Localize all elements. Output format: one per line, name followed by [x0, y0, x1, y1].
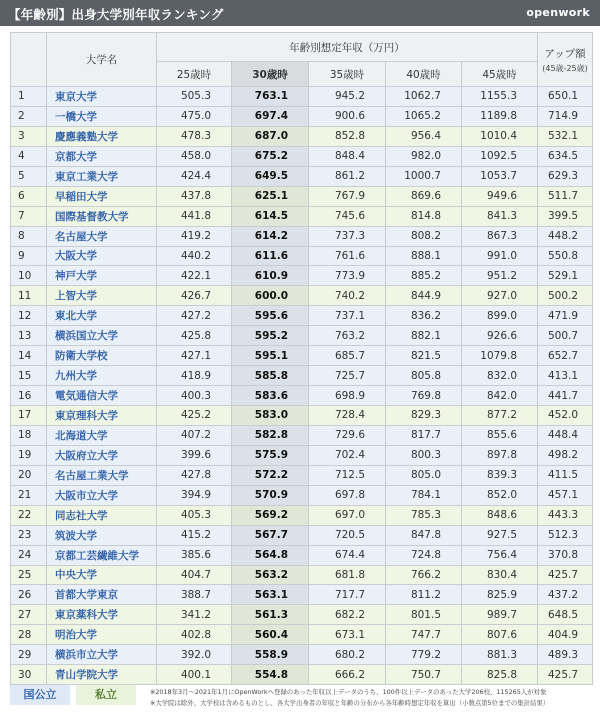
increase-cell: 437.2 — [538, 585, 593, 605]
salary-30-cell: 567.7 — [232, 525, 309, 545]
salary-35-cell: 773.9 — [309, 266, 386, 286]
table-row — [11, 485, 593, 505]
salary-45-cell: 842.0 — [462, 386, 538, 406]
salary-30-cell: 595.1 — [232, 346, 309, 366]
university-cell: 慶應義塾大学 — [47, 126, 157, 146]
salary-40-cell: 779.2 — [386, 645, 462, 665]
salary-35-cell: 717.7 — [309, 585, 386, 605]
footnote-2: ※大学院は除外、大学校は含めるものとし、各大学出身者の年収と年齢の分布から各年齢時想定年収を算出（小数点第5位までの集計結果） — [150, 699, 550, 707]
university-cell: 首都大学東京 — [47, 585, 157, 605]
salary-40-cell: 844.9 — [386, 286, 462, 306]
table-row — [11, 166, 593, 186]
salary-25-cell: 424.4 — [157, 166, 232, 186]
university-cell: 横浜国立大学 — [47, 326, 157, 346]
increase-cell: 399.5 — [538, 206, 593, 226]
increase-cell: 370.8 — [538, 545, 593, 565]
university-cell: 中央大学 — [47, 565, 157, 585]
university-cell: 上智大学 — [47, 286, 157, 306]
salary-45-cell: 867.3 — [462, 226, 538, 246]
salary-35-cell: 728.4 — [309, 406, 386, 426]
salary-35-cell: 848.4 — [309, 146, 386, 166]
salary-45-cell: 991.0 — [462, 246, 538, 266]
salary-35-cell: 681.8 — [309, 565, 386, 585]
salary-40-cell: 785.3 — [386, 505, 462, 525]
salary-25-cell: 427.1 — [157, 346, 232, 366]
rank-cell: 5 — [11, 166, 47, 186]
salary-45-cell: 1079.8 — [462, 346, 538, 366]
salary-40-cell: 766.2 — [386, 565, 462, 585]
increase-cell: 425.7 — [538, 565, 593, 585]
brand-logo: openwork — [526, 6, 590, 19]
salary-30-cell: 649.5 — [232, 166, 309, 186]
rank-cell: 10 — [11, 266, 47, 286]
university-cell: 明治大学 — [47, 625, 157, 645]
salary-35-cell: 680.2 — [309, 645, 386, 665]
rank-cell: 8 — [11, 226, 47, 246]
salary-30-cell: 610.9 — [232, 266, 309, 286]
salary-45-cell: 1092.5 — [462, 146, 538, 166]
increase-header — [538, 33, 593, 87]
salary-30-cell: 561.3 — [232, 605, 309, 625]
rank-cell: 23 — [11, 525, 47, 545]
increase-cell: 648.5 — [538, 605, 593, 625]
salary-45-cell: 825.9 — [462, 585, 538, 605]
salary-25-cell: 415.2 — [157, 525, 232, 545]
increase-header-sub: (45歳-25歳) — [542, 63, 588, 73]
increase-cell: 471.9 — [538, 306, 593, 326]
salary-35-cell: 725.7 — [309, 366, 386, 386]
salary-30-cell: 625.1 — [232, 186, 309, 206]
salary-30-cell: 558.9 — [232, 645, 309, 665]
salary-40-cell: 847.8 — [386, 525, 462, 545]
increase-cell: 500.7 — [538, 326, 593, 346]
age-header-35: 35歳時 — [309, 62, 386, 87]
rank-cell: 17 — [11, 406, 47, 426]
salary-35-cell: 685.7 — [309, 346, 386, 366]
salary-30-cell: 564.8 — [232, 545, 309, 565]
rank-cell: 13 — [11, 326, 47, 346]
salary-30-cell: 763.1 — [232, 87, 309, 107]
university-cell: 東京薬科大学 — [47, 605, 157, 625]
salary-45-cell: 881.3 — [462, 645, 538, 665]
salary-25-cell: 422.1 — [157, 266, 232, 286]
ranking-rows — [11, 87, 593, 685]
rank-cell: 7 — [11, 206, 47, 226]
salary-45-cell: 899.0 — [462, 306, 538, 326]
salary-25-cell: 400.1 — [157, 665, 232, 685]
salary-45-cell: 825.8 — [462, 665, 538, 685]
salary-45-cell: 927.0 — [462, 286, 538, 306]
rank-header — [11, 33, 47, 87]
salary-40-cell: 769.8 — [386, 386, 462, 406]
salary-30-cell: 614.2 — [232, 226, 309, 246]
university-cell: 神戸大学 — [47, 266, 157, 286]
salary-25-cell: 425.2 — [157, 406, 232, 426]
table-row — [11, 445, 593, 465]
salary-40-cell: 801.5 — [386, 605, 462, 625]
salary-35-cell: 945.2 — [309, 87, 386, 107]
table-row — [11, 625, 593, 645]
university-cell: 大阪大学 — [47, 246, 157, 266]
salary-45-cell: 926.6 — [462, 326, 538, 346]
salary-30-cell: 583.6 — [232, 386, 309, 406]
page-title: 【年齢別】出身大学別年収ランキング — [8, 7, 224, 22]
table-row — [11, 545, 593, 565]
salary-35-cell: 697.8 — [309, 485, 386, 505]
salary-45-cell: 927.5 — [462, 525, 538, 545]
rank-cell: 29 — [11, 645, 47, 665]
salary-30-cell: 697.4 — [232, 106, 309, 126]
increase-cell: 452.0 — [538, 406, 593, 426]
university-cell: 青山学院大学 — [47, 665, 157, 685]
university-cell: 東北大学 — [47, 306, 157, 326]
increase-cell: 652.7 — [538, 346, 593, 366]
increase-cell: 404.9 — [538, 625, 593, 645]
salary-30-cell: 560.4 — [232, 625, 309, 645]
salary-25-cell: 440.2 — [157, 246, 232, 266]
rank-cell: 19 — [11, 445, 47, 465]
increase-cell: 441.7 — [538, 386, 593, 406]
university-cell: 同志社大学 — [47, 505, 157, 525]
table-row — [11, 326, 593, 346]
salary-25-cell: 407.2 — [157, 425, 232, 445]
table-row — [11, 406, 593, 426]
rank-cell: 6 — [11, 186, 47, 206]
increase-cell: 512.3 — [538, 525, 593, 545]
salary-35-cell: 740.2 — [309, 286, 386, 306]
rank-cell: 14 — [11, 346, 47, 366]
university-cell: 九州大学 — [47, 366, 157, 386]
salary-25-cell: 402.8 — [157, 625, 232, 645]
university-cell: 名古屋大学 — [47, 226, 157, 246]
salary-35-cell: 673.1 — [309, 625, 386, 645]
salary-45-cell: 756.4 — [462, 545, 538, 565]
salary-40-cell: 885.2 — [386, 266, 462, 286]
table-row — [11, 246, 593, 266]
salary-25-cell: 475.0 — [157, 106, 232, 126]
university-cell: 早稲田大学 — [47, 186, 157, 206]
university-cell: 国際基督教大学 — [47, 206, 157, 226]
salary-45-cell: 1053.7 — [462, 166, 538, 186]
rank-cell: 1 — [11, 87, 47, 107]
increase-cell: 532.1 — [538, 126, 593, 146]
salary-25-cell: 437.8 — [157, 186, 232, 206]
university-cell: 大阪市立大学 — [47, 485, 157, 505]
salary-25-cell: 478.3 — [157, 126, 232, 146]
increase-cell: 500.2 — [538, 286, 593, 306]
rank-cell: 20 — [11, 465, 47, 485]
increase-cell: 457.1 — [538, 485, 593, 505]
salary-25-cell: 418.9 — [157, 366, 232, 386]
salary-45-cell: 877.2 — [462, 406, 538, 426]
table-row — [11, 87, 593, 107]
rank-cell: 30 — [11, 665, 47, 685]
rank-cell: 28 — [11, 625, 47, 645]
salary-45-cell: 852.0 — [462, 485, 538, 505]
salary-30-cell: 611.6 — [232, 246, 309, 266]
salary-40-cell: 956.4 — [386, 126, 462, 146]
legend-national: 国公立 — [10, 685, 70, 705]
university-cell: 名古屋工業大学 — [47, 465, 157, 485]
increase-cell: 448.4 — [538, 425, 593, 445]
table-row — [11, 226, 593, 246]
university-cell: 電気通信大学 — [47, 386, 157, 406]
increase-cell: 650.1 — [538, 87, 593, 107]
rank-cell: 22 — [11, 505, 47, 525]
salary-35-cell: 674.4 — [309, 545, 386, 565]
salary-40-cell: 724.8 — [386, 545, 462, 565]
rank-cell: 18 — [11, 425, 47, 445]
university-cell: 筑波大学 — [47, 525, 157, 545]
university-cell: 京都大学 — [47, 146, 157, 166]
salary-45-cell: 848.6 — [462, 505, 538, 525]
salary-35-cell: 729.6 — [309, 425, 386, 445]
salary-30-cell: 570.9 — [232, 485, 309, 505]
increase-cell: 425.7 — [538, 665, 593, 685]
rank-cell: 16 — [11, 386, 47, 406]
increase-cell: 529.1 — [538, 266, 593, 286]
salary-45-cell: 832.0 — [462, 366, 538, 386]
salary-25-cell: 404.7 — [157, 565, 232, 585]
salary-35-cell: 682.2 — [309, 605, 386, 625]
salary-45-cell: 1155.3 — [462, 87, 538, 107]
salary-35-cell: 712.5 — [309, 465, 386, 485]
salary-25-cell: 419.2 — [157, 226, 232, 246]
salary-25-cell: 392.0 — [157, 645, 232, 665]
salary-40-cell: 821.5 — [386, 346, 462, 366]
table-row — [11, 585, 593, 605]
salary-45-cell: 1189.8 — [462, 106, 538, 126]
salary-25-cell: 385.6 — [157, 545, 232, 565]
salary-35-cell: 861.2 — [309, 166, 386, 186]
salary-30-cell: 569.2 — [232, 505, 309, 525]
salary-30-cell: 563.2 — [232, 565, 309, 585]
title-bar — [0, 0, 600, 26]
increase-cell: 443.3 — [538, 505, 593, 525]
rank-cell: 27 — [11, 605, 47, 625]
table-row — [11, 206, 593, 226]
university-header: 大学名 — [47, 33, 157, 87]
salary-40-cell: 800.3 — [386, 445, 462, 465]
university-cell: 大阪府立大学 — [47, 445, 157, 465]
rank-cell: 21 — [11, 485, 47, 505]
salary-group-header: 年齢別想定年収（万円） — [157, 33, 538, 62]
age-header-40: 40歳時 — [386, 62, 462, 87]
salary-40-cell: 784.1 — [386, 485, 462, 505]
table-row — [11, 665, 593, 685]
salary-45-cell: 807.6 — [462, 625, 538, 645]
university-cell: 横浜市立大学 — [47, 645, 157, 665]
salary-35-cell: 767.9 — [309, 186, 386, 206]
salary-30-cell: 582.8 — [232, 425, 309, 445]
salary-35-cell: 737.1 — [309, 306, 386, 326]
salary-25-cell: 400.3 — [157, 386, 232, 406]
salary-35-cell: 763.2 — [309, 326, 386, 346]
salary-40-cell: 811.2 — [386, 585, 462, 605]
salary-40-cell: 805.0 — [386, 465, 462, 485]
increase-cell: 714.9 — [538, 106, 593, 126]
salary-40-cell: 814.8 — [386, 206, 462, 226]
salary-40-cell: 750.7 — [386, 665, 462, 685]
table-row — [11, 366, 593, 386]
salary-40-cell: 888.1 — [386, 246, 462, 266]
table-row — [11, 106, 593, 126]
rank-cell: 9 — [11, 246, 47, 266]
table-row — [11, 605, 593, 625]
university-cell: 東京理科大学 — [47, 406, 157, 426]
legend-private: 私立 — [76, 685, 136, 705]
salary-35-cell: 698.9 — [309, 386, 386, 406]
salary-30-cell: 675.2 — [232, 146, 309, 166]
increase-header-label: アップ額 — [544, 47, 586, 60]
salary-40-cell: 982.0 — [386, 146, 462, 166]
salary-45-cell: 830.4 — [462, 565, 538, 585]
salary-40-cell: 869.6 — [386, 186, 462, 206]
rank-cell: 12 — [11, 306, 47, 326]
salary-40-cell: 882.1 — [386, 326, 462, 346]
increase-cell: 411.5 — [538, 465, 593, 485]
salary-25-cell: 426.7 — [157, 286, 232, 306]
table-row — [11, 645, 593, 665]
salary-30-cell: 687.0 — [232, 126, 309, 146]
table-row — [11, 266, 593, 286]
age-header-25: 25歳時 — [157, 62, 232, 87]
salary-30-cell: 554.8 — [232, 665, 309, 685]
salary-40-cell: 836.2 — [386, 306, 462, 326]
salary-40-cell: 1065.2 — [386, 106, 462, 126]
university-cell: 一橋大学 — [47, 106, 157, 126]
increase-cell: 629.3 — [538, 166, 593, 186]
salary-25-cell: 394.9 — [157, 485, 232, 505]
rank-cell: 3 — [11, 126, 47, 146]
increase-cell: 634.5 — [538, 146, 593, 166]
increase-cell: 448.2 — [538, 226, 593, 246]
increase-cell: 489.3 — [538, 645, 593, 665]
rank-cell: 25 — [11, 565, 47, 585]
salary-40-cell: 829.3 — [386, 406, 462, 426]
salary-30-cell: 583.0 — [232, 406, 309, 426]
salary-25-cell: 425.8 — [157, 326, 232, 346]
table-row — [11, 126, 593, 146]
salary-35-cell: 900.6 — [309, 106, 386, 126]
age-header-45: 45歳時 — [462, 62, 538, 87]
salary-30-cell: 585.8 — [232, 366, 309, 386]
table-row — [11, 425, 593, 445]
university-cell: 東京工業大学 — [47, 166, 157, 186]
salary-25-cell: 399.6 — [157, 445, 232, 465]
salary-40-cell: 747.7 — [386, 625, 462, 645]
salary-25-cell: 505.3 — [157, 87, 232, 107]
rank-cell: 15 — [11, 366, 47, 386]
salary-30-cell: 614.5 — [232, 206, 309, 226]
salary-40-cell: 805.8 — [386, 366, 462, 386]
table-row — [11, 565, 593, 585]
table-row — [11, 386, 593, 406]
salary-30-cell: 575.9 — [232, 445, 309, 465]
salary-25-cell: 341.2 — [157, 605, 232, 625]
rank-cell: 11 — [11, 286, 47, 306]
rank-cell: 4 — [11, 146, 47, 166]
salary-30-cell: 600.0 — [232, 286, 309, 306]
salary-45-cell: 1010.4 — [462, 126, 538, 146]
salary-45-cell: 841.3 — [462, 206, 538, 226]
salary-40-cell: 1000.7 — [386, 166, 462, 186]
salary-25-cell: 458.0 — [157, 146, 232, 166]
table-row — [11, 505, 593, 525]
salary-25-cell: 441.8 — [157, 206, 232, 226]
salary-40-cell: 817.7 — [386, 425, 462, 445]
salary-35-cell: 745.6 — [309, 206, 386, 226]
table-row — [11, 146, 593, 166]
university-cell: 防衛大学校 — [47, 346, 157, 366]
table-row — [11, 525, 593, 545]
salary-30-cell: 572.2 — [232, 465, 309, 485]
salary-25-cell: 427.8 — [157, 465, 232, 485]
salary-35-cell: 697.0 — [309, 505, 386, 525]
salary-35-cell: 702.4 — [309, 445, 386, 465]
salary-25-cell: 427.2 — [157, 306, 232, 326]
salary-40-cell: 808.2 — [386, 226, 462, 246]
salary-35-cell: 720.5 — [309, 525, 386, 545]
university-cell: 京都工芸繊維大学 — [47, 545, 157, 565]
salary-40-cell: 1062.7 — [386, 87, 462, 107]
increase-cell: 550.8 — [538, 246, 593, 266]
table-row — [11, 186, 593, 206]
table-row — [11, 465, 593, 485]
university-cell: 北海道大学 — [47, 425, 157, 445]
salary-45-cell: 897.8 — [462, 445, 538, 465]
table-row — [11, 346, 593, 366]
salary-35-cell: 666.2 — [309, 665, 386, 685]
table-row — [11, 306, 593, 326]
salary-35-cell: 852.8 — [309, 126, 386, 146]
salary-45-cell: 949.6 — [462, 186, 538, 206]
increase-cell: 413.1 — [538, 366, 593, 386]
rank-cell: 26 — [11, 585, 47, 605]
rank-cell: 24 — [11, 545, 47, 565]
age-header-30: 30歳時 — [232, 62, 309, 87]
salary-25-cell: 405.3 — [157, 505, 232, 525]
increase-cell: 511.7 — [538, 186, 593, 206]
university-cell: 東京大学 — [47, 87, 157, 107]
salary-30-cell: 563.1 — [232, 585, 309, 605]
increase-cell: 498.2 — [538, 445, 593, 465]
salary-45-cell: 951.2 — [462, 266, 538, 286]
salary-45-cell: 855.6 — [462, 425, 538, 445]
salary-45-cell: 839.3 — [462, 465, 538, 485]
salary-35-cell: 737.3 — [309, 226, 386, 246]
footnote-1: ※2018年3月〜2021年1月にOpenWorkへ登録のあった年収以上データのうち、100件以上データのあった大学206校、115265人が対象 — [150, 688, 547, 696]
rank-cell: 2 — [11, 106, 47, 126]
salary-45-cell: 989.7 — [462, 605, 538, 625]
salary-30-cell: 595.6 — [232, 306, 309, 326]
salary-30-cell: 595.2 — [232, 326, 309, 346]
ranking-table — [10, 32, 593, 685]
salary-25-cell: 388.7 — [157, 585, 232, 605]
table-row — [11, 286, 593, 306]
salary-35-cell: 761.6 — [309, 246, 386, 266]
